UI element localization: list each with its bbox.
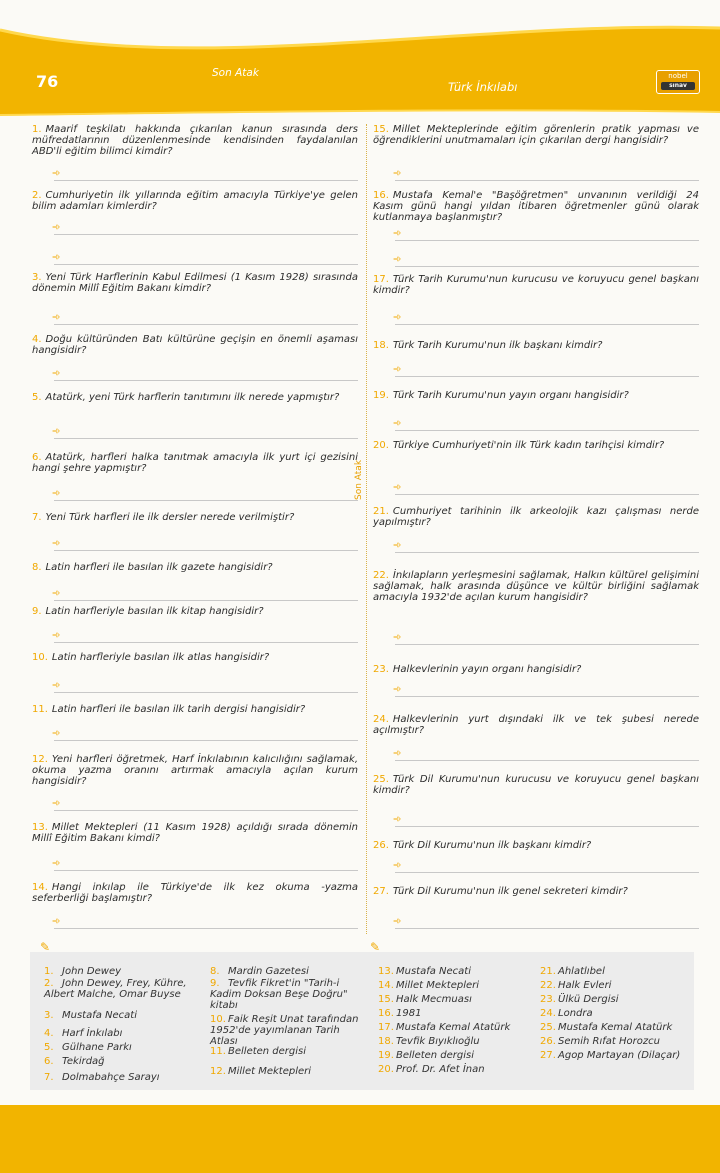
answer-line[interactable] (52, 426, 358, 439)
answer-item-23 (540, 994, 690, 1005)
answer-number: 11. (210, 1046, 226, 1057)
publisher-logo: nobel sınav (656, 70, 700, 94)
question-text: Türk Dil Kurumu'nun ilk başkanı kimdir? (392, 840, 592, 851)
question-number: 1. (32, 124, 42, 135)
answer-line[interactable] (52, 680, 358, 693)
answer-line[interactable] (52, 168, 358, 181)
answer-line[interactable] (52, 488, 358, 501)
question-text: Halkevlerinin yayın organı hangisidir? (392, 664, 582, 675)
arrow-icon: ➾ (393, 814, 402, 825)
answer-line[interactable] (393, 814, 699, 827)
answer-number: 9. (210, 978, 220, 989)
answer-line[interactable] (393, 168, 699, 181)
question-number: 18. (373, 340, 389, 351)
answer-line[interactable] (52, 858, 358, 871)
question-number: 22. (373, 570, 389, 581)
question-number: 26. (373, 840, 389, 851)
answer-text: Londra (558, 1008, 593, 1019)
answer-text: Agop Martayan (Dilaçar) (558, 1050, 681, 1061)
arrow-icon: ➾ (393, 228, 402, 239)
answer-item-16 (378, 1008, 528, 1019)
answer-item-22 (540, 980, 690, 991)
answer-line[interactable] (393, 684, 699, 697)
question-text: Yeni Türk Harflerinin Kabul Edilmesi (1 Kasım 1928) sırasında dönemin Millî Eğitim Bakanı kimdir? (32, 272, 358, 294)
answer-number: 6. (44, 1056, 54, 1067)
question-number: 9. (32, 606, 42, 617)
answer-number: 16. (378, 1008, 394, 1019)
answer-item-12 (210, 1066, 360, 1077)
answer-number: 13. (378, 966, 394, 977)
question-text: Hangi inkılap ile Türkiye'de ilk kez okuma -yazma seferberliği başlamıştır? (32, 882, 358, 904)
answer-text: Faik Reşit Unat tarafından 1952'de yayımlanan Tarih Atlası (210, 1014, 359, 1047)
question-number: 27. (373, 886, 389, 897)
answer-text: Prof. Dr. Afet İnan (396, 1064, 485, 1075)
question-23 (373, 664, 699, 675)
answer-number: 1. (44, 966, 54, 977)
question-15 (373, 124, 699, 146)
question-9 (32, 606, 358, 617)
question-4 (32, 334, 358, 356)
answer-item-24 (540, 1008, 690, 1019)
answer-number: 17. (378, 1022, 394, 1033)
answer-line[interactable] (393, 364, 699, 377)
answer-number: 12. (210, 1066, 226, 1077)
question-text: Millet Mekteplerinde eğitim görenlerin pratik yapması ve öğrendiklerini unutmamaları için çıkarılan dergi hangisidir? (373, 124, 699, 146)
answer-line[interactable] (52, 222, 358, 235)
question-19 (373, 390, 699, 401)
answer-text: Semih Rıfat Horozcu (558, 1036, 660, 1047)
answer-number: 3. (44, 1010, 54, 1021)
question-number: 15. (373, 124, 389, 135)
answer-item-10 (210, 1014, 360, 1047)
arrow-icon: ➾ (393, 540, 402, 551)
arrow-icon: ➾ (393, 482, 402, 493)
question-20 (373, 440, 699, 451)
answer-line[interactable] (393, 254, 699, 267)
question-text: Halkevlerinin yurt dışındaki ilk ve tek şubesi nerede açılmıştır? (373, 714, 699, 736)
arrow-icon: ➾ (52, 312, 61, 323)
answer-item-1 (44, 966, 194, 977)
question-text: Cumhuriyetin ilk yıllarında eğitim amacıyla Türkiye'ye gelen bilim adamları kimlerdir? (32, 190, 358, 212)
answer-line[interactable] (52, 368, 358, 381)
answer-number: 26. (540, 1036, 556, 1047)
arrow-icon: ➾ (52, 222, 61, 233)
question-number: 25. (373, 774, 389, 785)
answer-item-15 (378, 994, 528, 1005)
answer-item-26 (540, 1036, 690, 1047)
question-number: 20. (373, 440, 389, 451)
answer-text: Belleten dergisi (228, 1046, 307, 1057)
question-number: 10. (32, 652, 48, 663)
answer-text: Harf İnkılabı (62, 1028, 123, 1039)
question-26 (373, 840, 699, 851)
arrow-icon: ➾ (393, 312, 402, 323)
question-number: 21. (373, 506, 389, 517)
answer-number: 14. (378, 980, 394, 991)
answer-number: 21. (540, 966, 556, 977)
answer-number: 5. (44, 1042, 54, 1053)
answer-line[interactable] (52, 312, 358, 325)
question-number: 5. (32, 392, 42, 403)
question-text: Yeni harfleri öğretmek, Harf İnkılabının kalıcılığını sağlamak, okuma yazma oranını artırmak amacıyla açılan kurum hangisidir? (32, 754, 358, 787)
question-21 (373, 506, 699, 528)
question-text: Latin harfleri ile basılan ilk gazete hangisidir? (45, 562, 273, 573)
answer-number: 4. (44, 1028, 54, 1039)
question-27 (373, 886, 699, 897)
answer-text: Dolmabahçe Sarayı (62, 1072, 160, 1083)
arrow-icon: ➾ (393, 418, 402, 429)
question-16 (373, 190, 699, 223)
answer-line[interactable] (393, 418, 699, 431)
question-6 (32, 452, 358, 474)
answer-item-4 (44, 1028, 194, 1039)
answer-item-21 (540, 966, 690, 977)
arrow-icon: ➾ (52, 488, 61, 499)
question-number: 2. (32, 190, 42, 201)
arrow-icon: ➾ (52, 588, 61, 599)
answer-item-2 (44, 978, 194, 1000)
answer-line[interactable] (52, 252, 358, 265)
answer-line[interactable] (52, 538, 358, 551)
arrow-icon: ➾ (52, 680, 61, 691)
question-text: Atatürk, yeni Türk harflerin tanıtımını ilk nerede yapmıştır? (45, 392, 340, 403)
question-number: 23. (373, 664, 389, 675)
answer-number: 18. (378, 1036, 394, 1047)
answer-line[interactable] (393, 540, 699, 553)
answer-text: Ahlatlıbel (558, 966, 605, 977)
answer-line[interactable] (52, 588, 358, 601)
arrow-icon: ➾ (52, 252, 61, 263)
question-number: 8. (32, 562, 42, 573)
arrow-icon: ➾ (52, 858, 61, 869)
arrow-icon: ➾ (393, 684, 402, 695)
arrow-icon: ➾ (52, 728, 61, 739)
answer-item-7 (44, 1072, 194, 1083)
question-text: Yeni Türk harfleri ile ilk dersler nerede verilmiştir? (45, 512, 295, 523)
question-number: 19. (373, 390, 389, 401)
arrow-icon: ➾ (393, 916, 402, 927)
arrow-icon: ➾ (52, 426, 61, 437)
answer-text: Mardin Gazetesi (228, 966, 309, 977)
answer-text: Gülhane Parkı (62, 1042, 132, 1053)
answer-text: John Dewey (62, 966, 122, 977)
question-text: Millet Mektepleri (11 Kasım 1928) açıldığı sırada dönemin Millî Eğitim Bakanı kimdi? (32, 822, 358, 844)
question-number: 13. (32, 822, 48, 833)
answer-line[interactable] (393, 916, 699, 929)
question-8 (32, 562, 358, 573)
answer-item-25 (540, 1022, 690, 1033)
question-text: Cumhuriyet tarihinin ilk arkeolojik kazı çalışması nerde yapılmıştır? (373, 506, 699, 528)
question-7 (32, 512, 358, 523)
question-22 (373, 570, 699, 603)
question-number: 24. (373, 714, 389, 725)
answer-line[interactable] (52, 728, 358, 741)
question-11 (32, 704, 358, 715)
arrow-icon: ➾ (393, 748, 402, 759)
section-label: Son Atak (212, 67, 259, 79)
question-text: Doğu kültüründen Batı kültürüne geçişin en önemli aşaması hangisidir? (32, 334, 358, 356)
question-24 (373, 714, 699, 736)
answer-text: Ülkü Dergisi (558, 994, 619, 1005)
arrow-icon: ➾ (393, 254, 402, 265)
question-text: İnkılapların yerleşmesini sağlamak, Halkın kültürel gelişimini sağlamak, halk arasında düşünce ve kültür birliğini sağlamak amacıyla 1932'de açılan kurum hangisidir? (373, 570, 699, 603)
question-number: 11. (32, 704, 48, 715)
question-5 (32, 392, 358, 403)
answer-item-5 (44, 1042, 194, 1053)
answer-line[interactable] (393, 632, 699, 645)
answer-text: Tekirdağ (62, 1056, 105, 1067)
answer-text: Millet Mektepleri (396, 980, 480, 991)
answer-line[interactable] (52, 630, 358, 643)
question-number: 6. (32, 452, 42, 463)
answer-number: 27. (540, 1050, 556, 1061)
answer-number: 24. (540, 1008, 556, 1019)
answer-line[interactable] (393, 860, 699, 873)
arrow-icon: ➾ (393, 364, 402, 375)
arrow-icon: ➾ (52, 168, 61, 179)
side-label: Son Atak (354, 459, 364, 500)
answer-text: Belleten dergisi (396, 1050, 475, 1061)
answer-number: 22. (540, 980, 556, 991)
answer-item-18 (378, 1036, 528, 1047)
answer-line[interactable] (393, 228, 699, 241)
arrow-icon: ➾ (52, 798, 61, 809)
question-text: Latin harfleriyle basılan ilk atlas hangisidir? (51, 652, 270, 663)
question-18 (373, 340, 699, 351)
question-number: 4. (32, 334, 42, 345)
page-title: Türk İnkılabı (448, 80, 518, 94)
answer-number: 8. (210, 966, 220, 977)
question-text: Türkiye Cumhuriyeti'nin ilk Türk kadın tarihçisi kimdir? (392, 440, 665, 451)
question-1 (32, 124, 358, 157)
arrow-icon: ➾ (393, 168, 402, 179)
question-12 (32, 754, 358, 787)
question-number: 3. (32, 272, 42, 283)
question-10 (32, 652, 358, 663)
answer-line[interactable] (393, 748, 699, 761)
arrow-icon: ➾ (393, 632, 402, 643)
answer-line[interactable] (52, 916, 358, 929)
answer-number: 15. (378, 994, 394, 1005)
question-text: Atatürk, harfleri halka tanıtmak amacıyla ilk yurt içi gezisini hangi şehre yapmıştır? (32, 452, 358, 474)
column-divider (366, 124, 367, 934)
pin-icon: ✎ (40, 940, 51, 954)
answer-line[interactable] (393, 482, 699, 495)
answer-number: 10. (210, 1014, 226, 1025)
answer-number: 7. (44, 1072, 54, 1083)
answer-text: Tevfik Fikret'in "Tarih-i Kadim Doksan Beşe Doğru" kitabı (210, 978, 348, 1011)
answer-text: Millet Mektepleri (228, 1066, 312, 1077)
question-number: 7. (32, 512, 42, 523)
answer-text: Mustafa Kemal Atatürk (558, 1022, 673, 1033)
answer-item-8 (210, 966, 360, 977)
question-text: Mustafa Kemal'e "Başöğretmen" unvanının verildiği 24 Kasım günü hangi yıldan itibaren öğretmenler günü olarak kutlanmaya başlanmıştır? (373, 190, 699, 223)
answer-text: John Dewey, Frey, Kühre, Albert Malche, Omar Buyse (44, 978, 187, 1000)
question-text: Latin harfleriyle basılan ilk kitap hangisidir? (45, 606, 264, 617)
question-13 (32, 822, 358, 844)
answer-item-19 (378, 1050, 528, 1061)
answer-number: 19. (378, 1050, 394, 1061)
answer-text: Halk Evleri (558, 980, 612, 991)
answer-text: Mustafa Necati (62, 1010, 138, 1021)
question-text: Türk Dil Kurumu'nun kurucusu ve koruyucu genel başkanı kimdir? (373, 774, 699, 796)
arrow-icon: ➾ (52, 538, 61, 549)
question-text: Maarif teşkilatı hakkında çıkarılan kanun sırasında ders müfredatlarının düzenlenmesinde kendisinden faydalanılan ABD'li eğitim bilimci kimdir? (32, 124, 358, 157)
arrow-icon: ➾ (52, 368, 61, 379)
question-number: 17. (373, 274, 389, 285)
question-2 (32, 190, 358, 212)
footer-band (0, 1105, 720, 1173)
answer-number: 23. (540, 994, 556, 1005)
question-text: Türk Tarih Kurumu'nun kurucusu ve koruyucu genel başkanı kimdir? (373, 274, 699, 296)
answer-number: 2. (44, 978, 54, 989)
answer-item-11 (210, 1046, 360, 1057)
question-3 (32, 272, 358, 294)
question-text: Türk Dil Kurumu'nun ilk genel sekreteri kimdir? (392, 886, 628, 897)
answer-line[interactable] (393, 312, 699, 325)
answer-item-13 (378, 966, 528, 977)
arrow-icon: ➾ (52, 916, 61, 927)
question-25 (373, 774, 699, 796)
answer-item-6 (44, 1056, 194, 1067)
answer-item-14 (378, 980, 528, 991)
answer-line[interactable] (52, 798, 358, 811)
page-number: 76 (36, 72, 59, 91)
question-text: Türk Tarih Kurumu'nun yayın organı hangisidir? (392, 390, 629, 401)
answer-item-9 (210, 978, 360, 1011)
answer-text: Halk Mecmuası (396, 994, 472, 1005)
question-text: Türk Tarih Kurumu'nun ilk başkanı kimdir? (392, 340, 603, 351)
answer-number: 20. (378, 1064, 394, 1075)
question-number: 16. (373, 190, 389, 201)
arrow-icon: ➾ (393, 860, 402, 871)
question-number: 12. (32, 754, 48, 765)
answer-number: 25. (540, 1022, 556, 1033)
answer-item-20 (378, 1064, 528, 1075)
answer-text: Mustafa Kemal Atatürk (396, 1022, 511, 1033)
arrow-icon: ➾ (52, 630, 61, 641)
question-14 (32, 882, 358, 904)
answer-text: 1981 (396, 1008, 422, 1019)
question-17 (373, 274, 699, 296)
answer-item-27 (540, 1050, 690, 1061)
answer-text: Mustafa Necati (396, 966, 472, 977)
answer-item-17 (378, 1022, 528, 1033)
header-band (0, 0, 720, 125)
answer-item-3 (44, 1010, 194, 1021)
question-number: 14. (32, 882, 48, 893)
pin-icon: ✎ (370, 940, 381, 954)
question-text: Latin harfleri ile basılan ilk tarih dergisi hangisidir? (51, 704, 306, 715)
answer-text: Tevfik Bıyıklıoğlu (396, 1036, 480, 1047)
